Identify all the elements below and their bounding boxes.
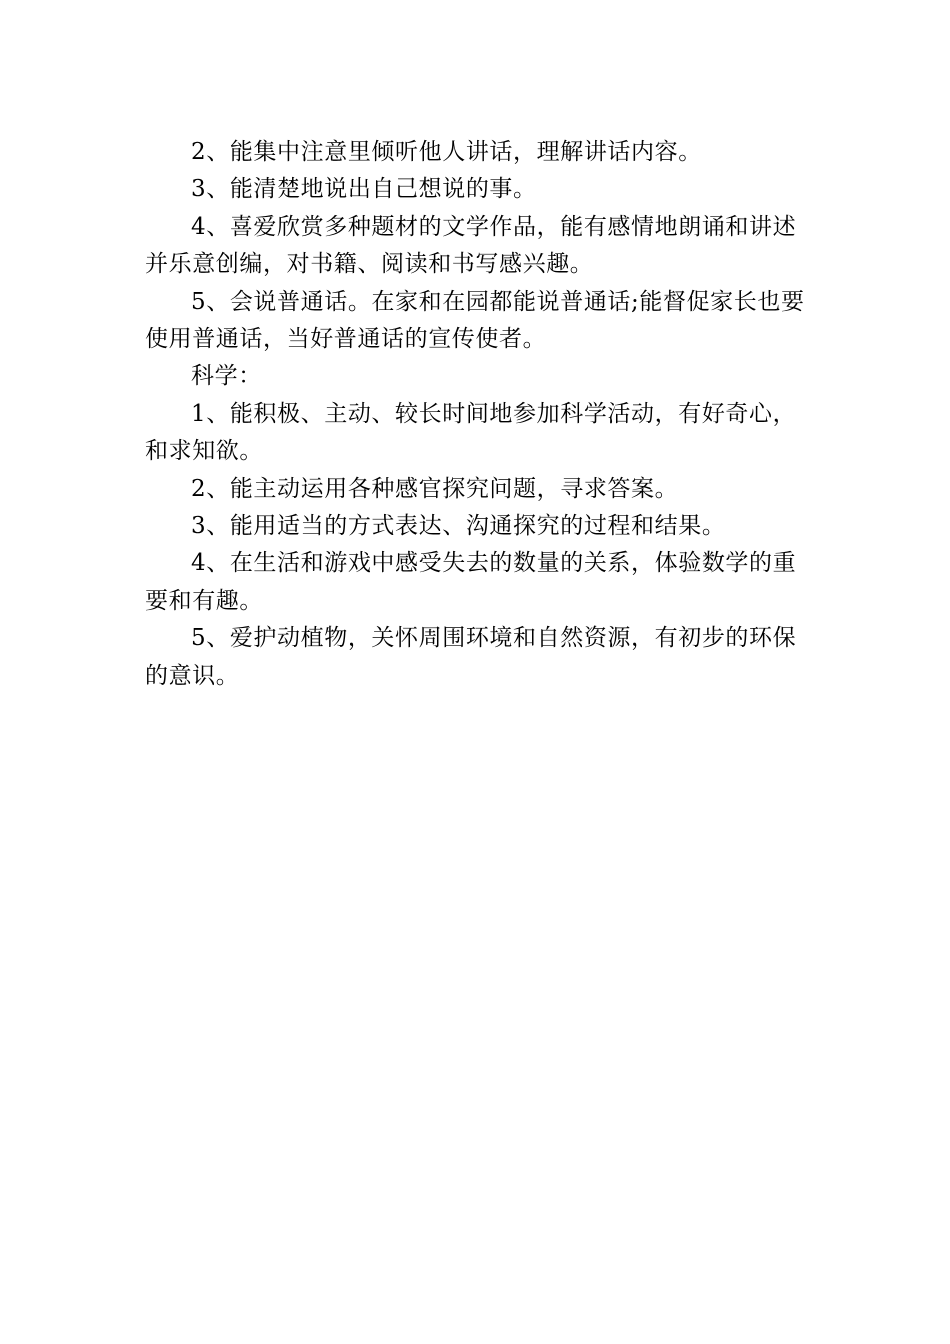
paragraph-science-item-5: 5、爱护动植物，关怀周围环境和自然资源，有初步的环保的意识。 <box>145 625 797 689</box>
paragraph-language-item-3: 3、能清楚地说出自己想说的事。 <box>191 176 537 203</box>
document-body <box>145 134 815 695</box>
paragraph-science-item-4: 4、在生活和游戏中感受失去的数量的关系，体验数学的重要和有趣。 <box>145 550 797 614</box>
paragraph-science-item-1: 1、能积极、主动、较长时间地参加科学活动，有好奇心，和求知欲。 <box>145 400 797 465</box>
paragraph-science-item-3: 3、能用适当的方式表达、沟通探究的过程和结果。 <box>191 513 726 540</box>
paragraph-science-item-2: 2、能主动运用各种感官探究问题，寻求答案。 <box>191 475 679 502</box>
paragraph-language-item-5: 5、会说普通话。在家和在园都能说普通话;能督促家长也要使用普通话，当好普通话的宣传使者。 <box>145 288 805 353</box>
paragraph-language-item-4: 4、喜爱欣赏多种题材的文学作品，能有感情地朗诵和讲述并乐意创编，对书籍、阅读和书写感兴趣。 <box>145 213 797 278</box>
paragraph-language-item-2: 2、能集中注意里倾听他人讲话，理解讲话内容。 <box>191 139 702 165</box>
section-heading-science: 科学： <box>191 363 262 390</box>
